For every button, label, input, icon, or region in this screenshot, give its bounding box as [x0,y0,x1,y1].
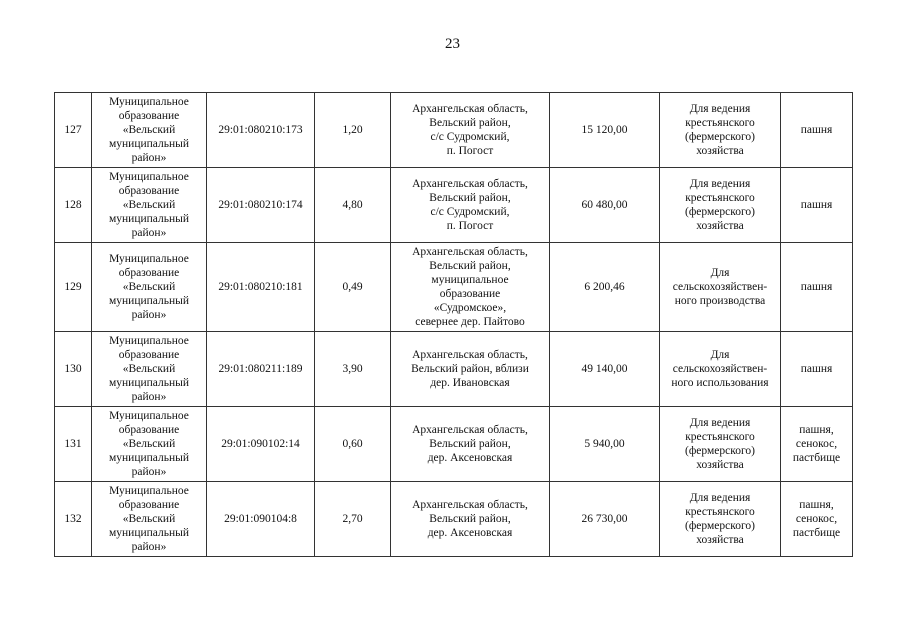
area-cell: 3,90 [315,332,391,407]
table-row [55,332,853,407]
table-row [55,243,853,332]
land-type-cell: пашня, сенокос, пастбище [781,407,853,482]
table-row [55,93,853,168]
price-cell: 26 730,00 [550,482,660,557]
land-type-cell: пашня [781,243,853,332]
cadastral-number-cell: 29:01:080211:189 [207,332,315,407]
price-cell: 49 140,00 [550,332,660,407]
row-number-cell: 127 [55,93,92,168]
owner-cell: Муниципальное образование «Вельский муниципальный район» [92,332,207,407]
owner-cell: Муниципальное образование «Вельский муниципальный район» [92,93,207,168]
location-cell: Архангельская область, Вельский район, муниципальное образование «Судромское», севернее дер. Пайтово [391,243,550,332]
price-cell: 15 120,00 [550,93,660,168]
purpose-cell: Для ведения крестьянского (фермерского) хозяйства [660,407,781,482]
table-row [55,407,853,482]
purpose-cell: Для сельскохозяйствен- ного использования [660,332,781,407]
price-cell: 60 480,00 [550,168,660,243]
land-type-cell: пашня [781,93,853,168]
owner-cell: Муниципальное образование «Вельский муниципальный район» [92,407,207,482]
purpose-cell: Для ведения крестьянского (фермерского) хозяйства [660,168,781,243]
price-cell: 6 200,46 [550,243,660,332]
row-number-cell: 130 [55,332,92,407]
location-cell: Архангельская область, Вельский район, дер. Аксеновская [391,407,550,482]
owner-cell: Муниципальное образование «Вельский муниципальный район» [92,243,207,332]
table-row [55,482,853,557]
row-number-cell: 131 [55,407,92,482]
land-type-cell: пашня [781,332,853,407]
area-cell: 1,20 [315,93,391,168]
row-number-cell: 128 [55,168,92,243]
location-cell: Архангельская область, Вельский район, вблизи дер. Ивановская [391,332,550,407]
land-registry-table [54,92,853,557]
cadastral-number-cell: 29:01:080210:173 [207,93,315,168]
purpose-cell: Для ведения крестьянского (фермерского) хозяйства [660,482,781,557]
cadastral-number-cell: 29:01:080210:174 [207,168,315,243]
cadastral-number-cell: 29:01:080210:181 [207,243,315,332]
cadastral-number-cell: 29:01:090104:8 [207,482,315,557]
location-cell: Архангельская область, Вельский район, с/с Судромский, п. Погост [391,93,550,168]
area-cell: 4,80 [315,168,391,243]
area-cell: 0,60 [315,407,391,482]
row-number-cell: 132 [55,482,92,557]
table-row [55,168,853,243]
purpose-cell: Для сельскохозяйствен- ного производства [660,243,781,332]
price-cell: 5 940,00 [550,407,660,482]
cadastral-number-cell: 29:01:090102:14 [207,407,315,482]
page-number: 23 [445,36,460,52]
area-cell: 0,49 [315,243,391,332]
location-cell: Архангельская область, Вельский район, дер. Аксеновская [391,482,550,557]
land-type-cell: пашня, сенокос, пастбище [781,482,853,557]
row-number-cell: 129 [55,243,92,332]
owner-cell: Муниципальное образование «Вельский муниципальный район» [92,168,207,243]
land-type-cell: пашня [781,168,853,243]
location-cell: Архангельская область, Вельский район, с/с Судромский, п. Погост [391,168,550,243]
owner-cell: Муниципальное образование «Вельский муниципальный район» [92,482,207,557]
purpose-cell: Для ведения крестьянского (фермерского) хозяйства [660,93,781,168]
area-cell: 2,70 [315,482,391,557]
